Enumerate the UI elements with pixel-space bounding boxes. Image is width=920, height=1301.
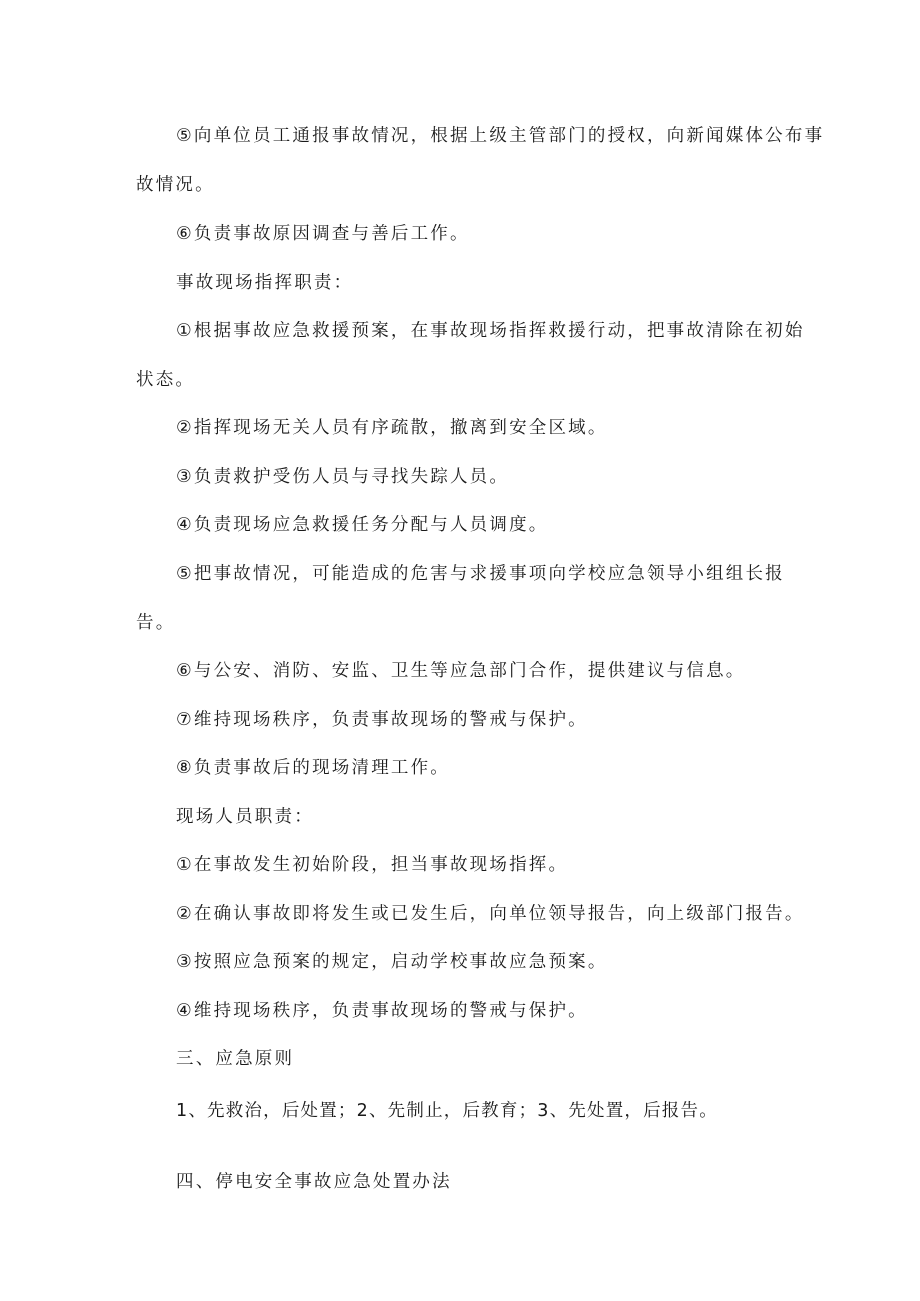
paragraph-2: 故情况。	[136, 175, 215, 195]
section-heading-commander-duties: 事故现场指挥职责：	[176, 273, 354, 293]
paragraph-12: ⑥与公安、消防、安监、卫生等应急部门合作，提供建议与信息。	[176, 661, 746, 681]
paragraph-9: ④负责现场应急救援任务分配与人员调度。	[176, 515, 549, 535]
paragraph-7: ②指挥现场无关人员有序疏散，撤离到安全区域。	[176, 418, 608, 438]
paragraph-11: 告。	[136, 613, 176, 633]
section-heading-emergency-principles: 三、应急原则	[176, 1049, 295, 1069]
section-heading-onsite-staff-duties: 现场人员职责：	[176, 807, 314, 827]
paragraph-19: ④维持现场秩序，负责事故现场的警戒与保护。	[176, 1001, 588, 1021]
paragraph-5: ①根据事故应急救援预案，在事故现场指挥救援行动，把事故清除在初始	[176, 321, 805, 341]
paragraph-1: ⑤向单位员工通报事故情况，根据上级主管部门的授权，向新闻媒体公布事	[176, 126, 825, 146]
paragraph-3: ⑥负责事故原因调查与善后工作。	[176, 224, 470, 244]
paragraph-principles: 1、先救治，后处置；2、先制止，后教育；3、先处置，后报告。	[176, 1101, 718, 1121]
paragraph-8: ③负责救护受伤人员与寻找失踪人员。	[176, 467, 510, 487]
paragraph-13: ⑦维持现场秩序，负责事故现场的警戒与保护。	[176, 710, 588, 730]
paragraph-18: ③按照应急预案的规定，启动学校事故应急预案。	[176, 952, 608, 972]
paragraph-16: ①在事故发生初始阶段，担当事故现场指挥。	[176, 855, 569, 875]
paragraph-6: 状态。	[136, 370, 196, 390]
section-heading-power-outage: 四、停电安全事故应急处置办法	[176, 1172, 452, 1192]
paragraph-17: ②在确认事故即将发生或已发生后，向单位领导报告，向上级部门报告。	[176, 904, 805, 924]
paragraph-10: ⑤把事故情况，可能造成的危害与求援事项向学校应急领导小组组长报	[176, 564, 785, 584]
paragraph-14: ⑧负责事故后的现场清理工作。	[176, 758, 450, 778]
